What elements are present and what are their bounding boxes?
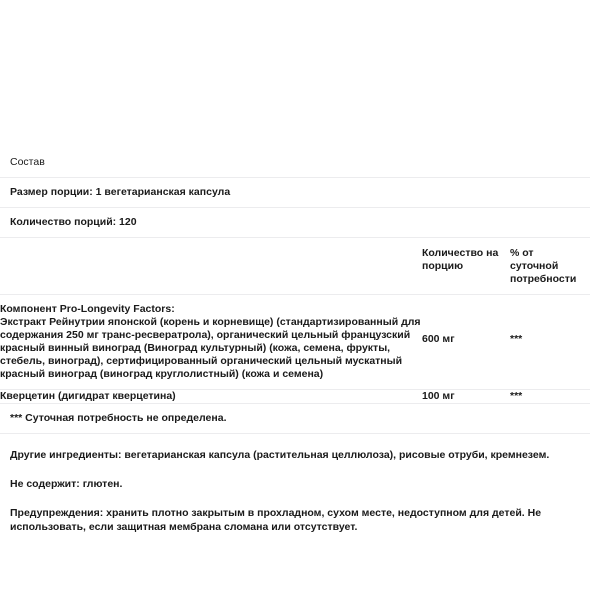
table-row-servings-count xyxy=(0,208,590,238)
ingredient-description: Кверцетин (дигидрат кверцетина) xyxy=(0,390,422,404)
column-header-spacer xyxy=(0,238,422,295)
supplement-facts-panel xyxy=(0,148,600,534)
table-row-serving-size xyxy=(0,178,590,208)
column-header-dv-cell xyxy=(510,238,590,295)
other-ingredients-note: Другие ингредиенты: вегетарианская капсула (растительная целлюлоза), рисовые отруби, кремнезем. xyxy=(10,449,550,461)
column-header-amount: Количество на порцию xyxy=(422,247,499,272)
ingredient-daily-value: *** xyxy=(510,390,590,404)
notes-section xyxy=(0,448,600,534)
table-row xyxy=(0,390,590,404)
column-header-amount-cell xyxy=(422,238,510,295)
ingredient-heading: Компонент Pro-Longevity Factors: xyxy=(0,303,175,315)
table-row-footnote xyxy=(0,404,590,434)
supplement-facts-table xyxy=(0,148,590,434)
table-row xyxy=(0,295,590,390)
daily-value-footnote: *** Суточная потребность не определена. xyxy=(0,404,590,434)
table-row-column-headers xyxy=(0,238,590,295)
free-of-note: Не содержит: глютен. xyxy=(10,478,123,490)
panel-title: Состав xyxy=(0,148,590,178)
ingredient-amount: 600 мг xyxy=(422,295,510,390)
column-header-daily-value: % от суточной потребности xyxy=(510,247,577,285)
ingredient-description: Экстракт Рейнутрии японской (корень и корневище) (стандартизированный для содержания 250 мг транс-ресвератрола), органический цельный французский красный винный виноград (Виноград культурный) (кожа, семена, фрукты, стебель, виноград), сертифицированный органический цельный мускатный красный виноград (виноград круглолистный) (кожа и семена) xyxy=(0,316,421,380)
serving-size-text: Размер порции: 1 вегетарианская капсула xyxy=(0,178,590,208)
warnings-note: Предупреждения: хранить плотно закрытым в прохладном, сухом месте, недоступном для детей. Не использовать, если защитная мембрана сломана или отсутствует. xyxy=(10,507,542,533)
ingredient-daily-value: *** xyxy=(510,295,590,390)
ingredient-amount: 100 мг xyxy=(422,390,510,404)
table-row-title xyxy=(0,148,590,178)
servings-per-container-text: Количество порций: 120 xyxy=(0,208,590,238)
ingredient-name-cell xyxy=(0,295,422,390)
